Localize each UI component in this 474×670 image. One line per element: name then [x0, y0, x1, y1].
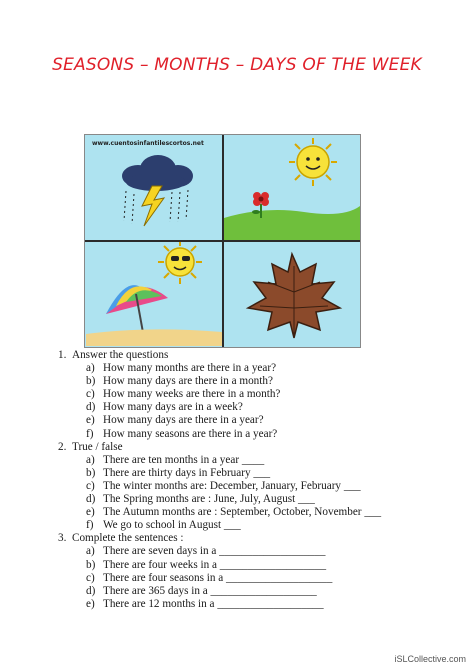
seasons-illustration — [84, 134, 361, 348]
list-item: b) There are thirty days in February ___ — [86, 466, 271, 479]
list-item: d) There are 365 days in a ___________________ — [86, 584, 317, 597]
autumn-panel — [224, 242, 360, 346]
winter-panel — [86, 136, 222, 240]
storm-cloud-icon — [86, 136, 222, 240]
section-number: 2. — [58, 440, 67, 453]
spring-panel — [224, 136, 360, 240]
horizontal-divider — [85, 240, 360, 242]
page-title: SEASONS – MONTHS – DAYS OF THE WEEK — [52, 55, 422, 75]
section-number: 3. — [58, 532, 67, 545]
list-item: a) There are ten months in a year ____ — [86, 453, 265, 466]
autumn-leaf-icon — [224, 242, 360, 346]
section-number: 1. — [58, 349, 67, 361]
list-item: f) How many seasons are there in a year? — [86, 427, 278, 440]
worksheet-exercises — [58, 349, 468, 611]
list-item: b) How many days are there in a month? — [86, 375, 273, 388]
list-item: a) There are seven days in a ___________________ — [86, 545, 326, 558]
list-item: e) The Autumn months are : September, October, November ___ — [86, 506, 382, 519]
list-item: c) How many weeks are there in a month? — [86, 388, 281, 401]
exercise-section — [58, 441, 468, 533]
list-item: e) How many days are there in a year? — [86, 414, 264, 427]
list-item: e) There are 12 months in a ___________________ — [86, 597, 324, 610]
list-item: f) We go to school in August ___ — [86, 519, 241, 532]
section-heading: Answer the questions — [72, 349, 169, 361]
section-heading: True / false — [72, 440, 123, 453]
website-label: www.cuentosinfantilescortos.net — [92, 140, 204, 147]
exercise-section — [58, 349, 468, 441]
section-heading: Complete the sentences : — [72, 532, 184, 545]
summer-panel — [86, 242, 222, 346]
sun-flower-icon — [224, 136, 360, 240]
list-item: c) The winter months are: December, January, February ___ — [86, 479, 361, 492]
exercise-section — [58, 532, 468, 611]
list-item: b) There are four weeks in a ___________________ — [86, 558, 327, 571]
footer-watermark: iSLCollective.com — [394, 654, 466, 664]
list-item: a) How many months are there in a year? — [86, 362, 277, 375]
beach-umbrella-icon — [86, 242, 222, 346]
list-item: c) There are four seasons in a ___________________ — [86, 571, 333, 584]
list-item: d) The Spring months are : June, July, August ___ — [86, 493, 315, 506]
list-item: d) How many days are in a week? — [86, 401, 243, 414]
